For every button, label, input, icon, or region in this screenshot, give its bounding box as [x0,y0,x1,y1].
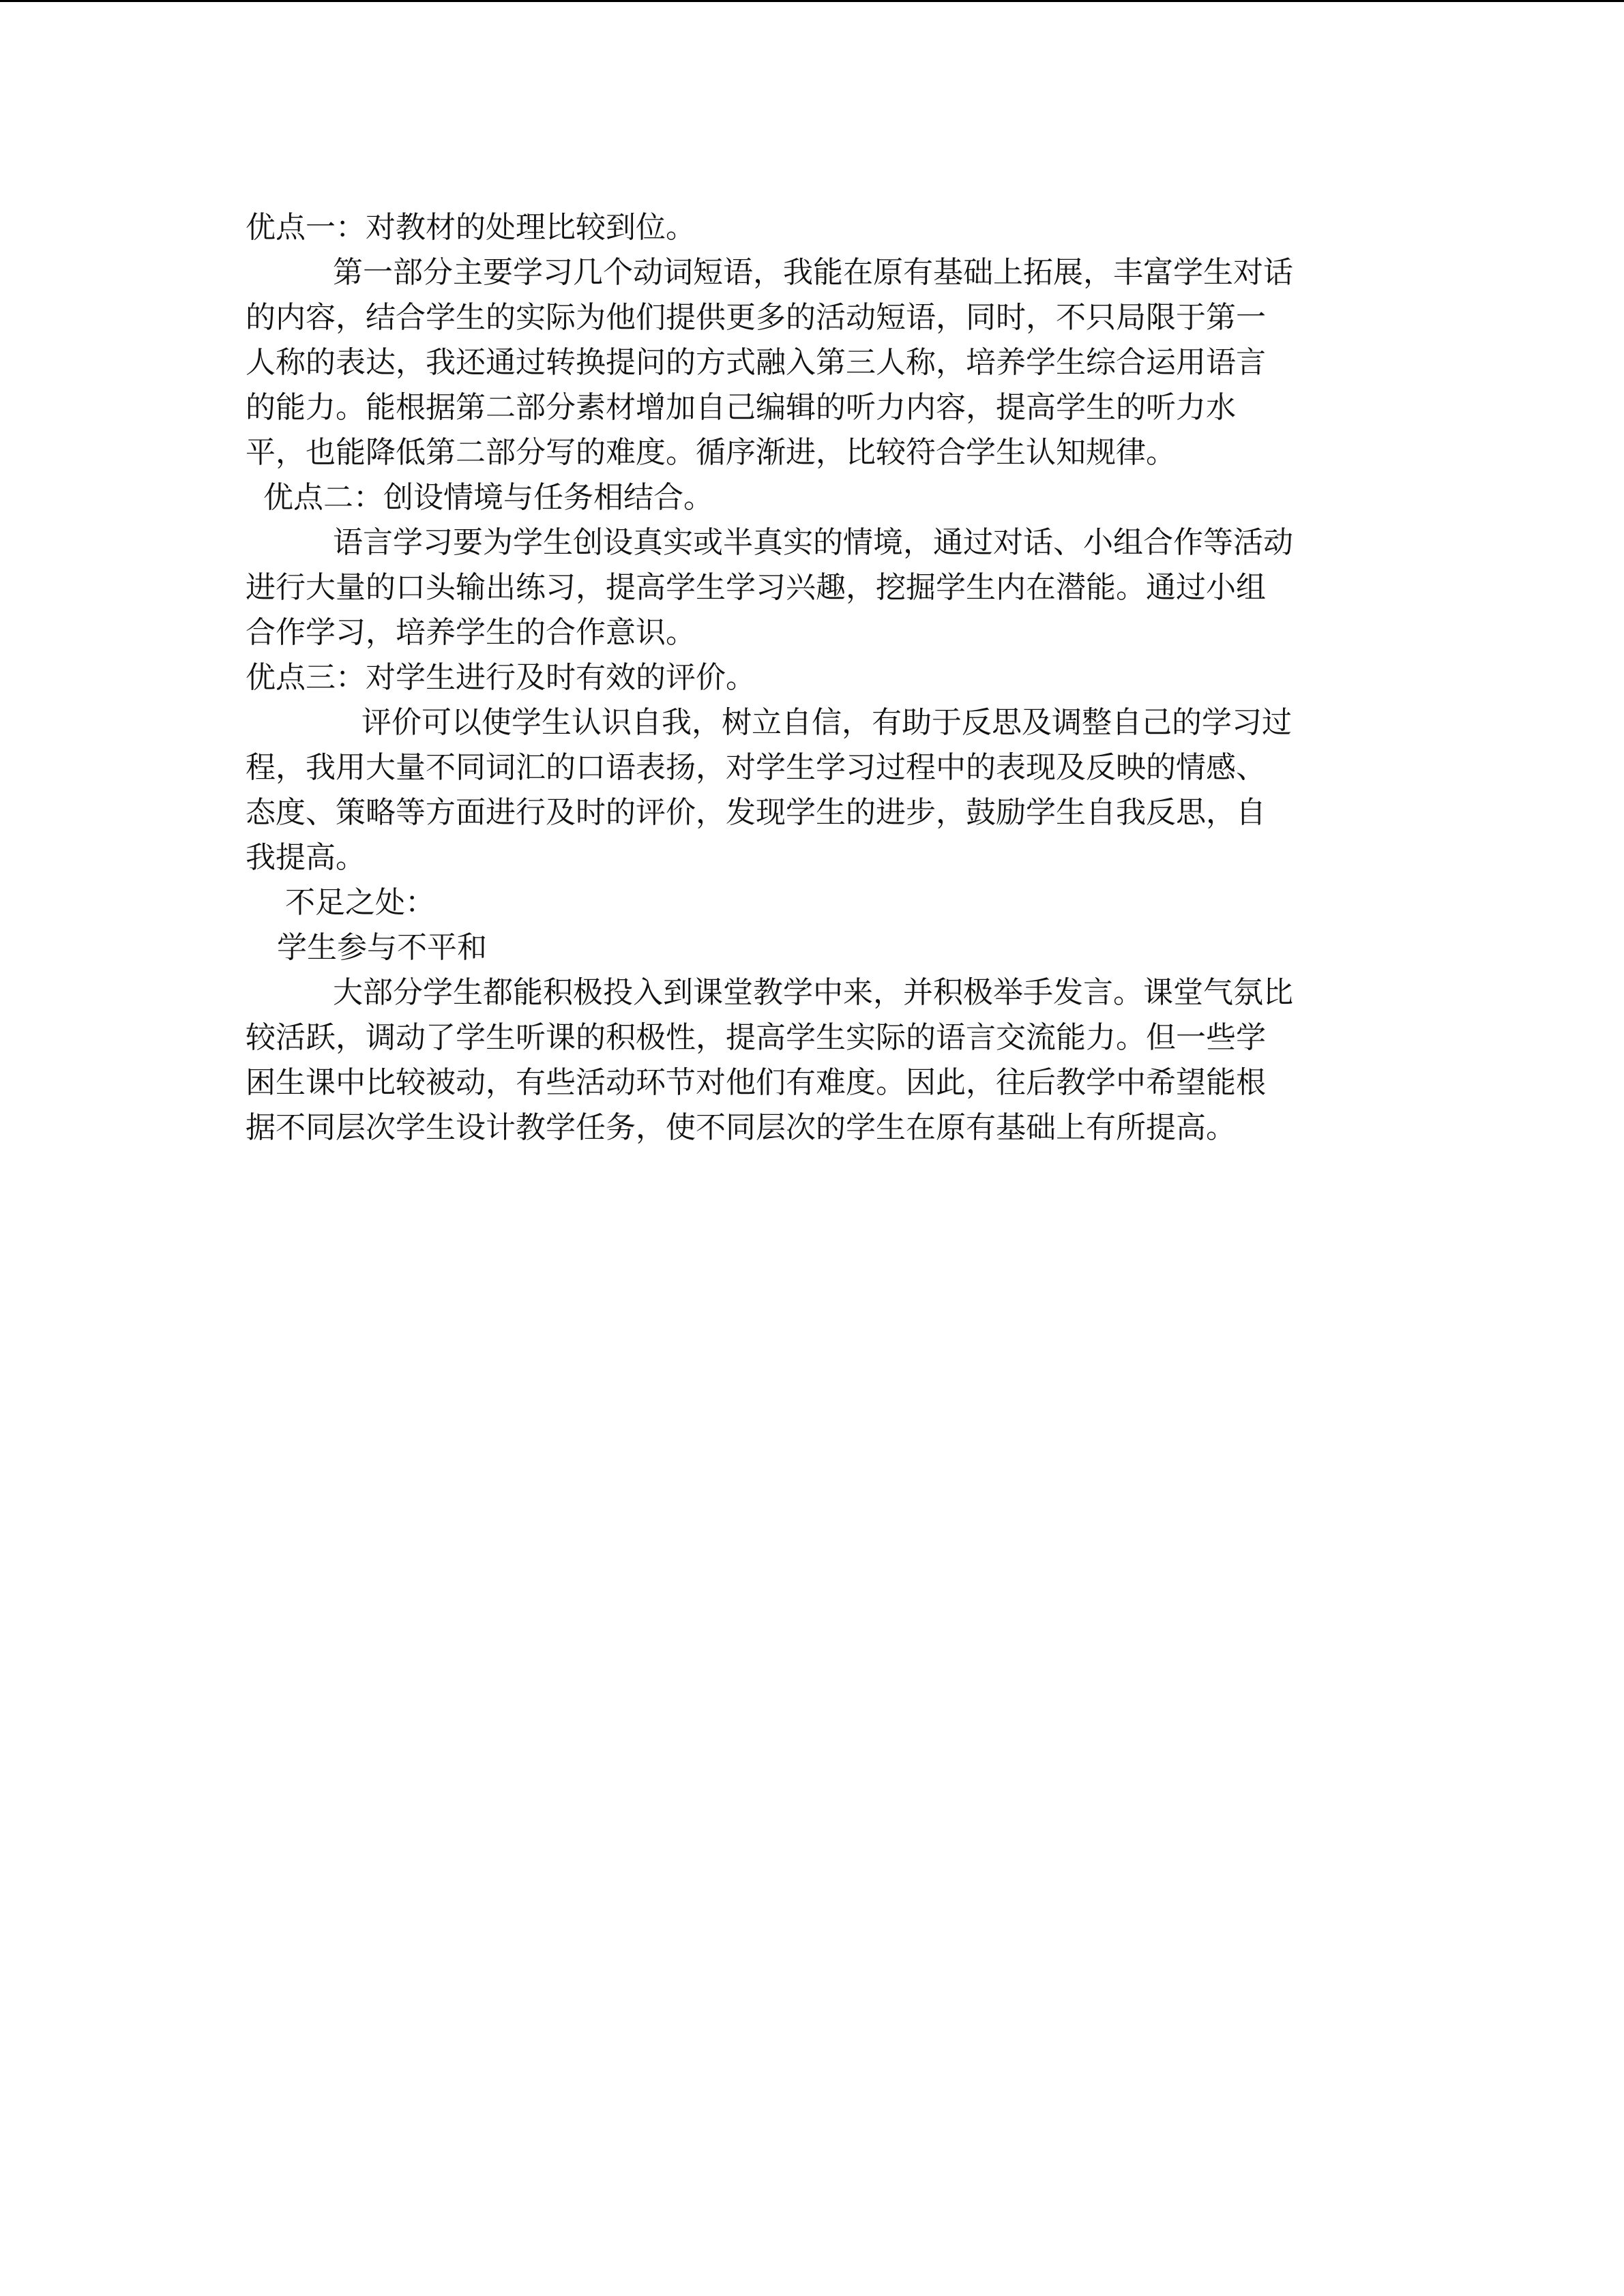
paragraph-line: 困生课中比较被动，有些活动环节对他们有难度。因此，往后教学中希望能根 [246,1065,1266,1100]
heading-strength-three: 优点三：对学生进行及时有效的评价。 [246,660,756,695]
heading-shortcomings: 不足之处： [285,885,435,920]
paragraph-line: 评价可以使学生认识自我，树立自信，有助于反思及调整自己的学习过 [361,705,1292,740]
paragraph-line: 第一部分主要学习几个动词短语，我能在原有基础上拓展，丰富学生对话 [333,255,1293,290]
paragraph-line: 我提高。 [246,840,366,875]
heading-strength-one: 优点一：对教材的处理比较到位。 [246,210,696,245]
subheading-participation: 学生参与不平和 [277,930,487,965]
paragraph-line: 合作学习，培养学生的合作意识。 [246,615,696,650]
paragraph-line: 语言学习要为学生创设真实或半真实的情境，通过对话、小组合作等活动 [333,525,1293,560]
paragraph-line: 较活跃，调动了学生听课的积极性，提高学生实际的语言交流能力。但一些学 [246,1020,1266,1055]
document-body [246,205,1378,1150]
paragraph-line: 人称的表达，我还通过转换提问的方式融入第三人称，培养学生综合运用语言 [246,345,1266,380]
paragraph-line: 的内容，结合学生的实际为他们提供更多的活动短语，同时，不只局限于第一 [246,300,1266,335]
paragraph-line: 进行大量的口头输出练习，提高学生学习兴趣，挖掘学生内在潜能。通过小组 [246,570,1266,605]
paragraph-line: 态度、策略等方面进行及时的评价，发现学生的进步，鼓励学生自我反思，自 [246,795,1266,830]
paragraph-line: 平，也能降低第二部分写的难度。循序渐进，比较符合学生认知规律。 [246,435,1176,470]
paragraph-line: 的能力。能根据第二部分素材增加自己编辑的听力内容，提高学生的听力水 [246,390,1236,425]
paragraph-line: 据不同层次学生设计教学任务，使不同层次的学生在原有基础上有所提高。 [246,1110,1236,1145]
heading-strength-two: 优点二：创设情境与任务相结合。 [263,480,713,515]
paragraph-line: 大部分学生都能积极投入到课堂教学中来，并积极举手发言。课堂气氛比 [333,975,1293,1010]
paragraph-line: 程，我用大量不同词汇的口语表扬，对学生学习过程中的表现及反映的情感、 [246,750,1266,785]
